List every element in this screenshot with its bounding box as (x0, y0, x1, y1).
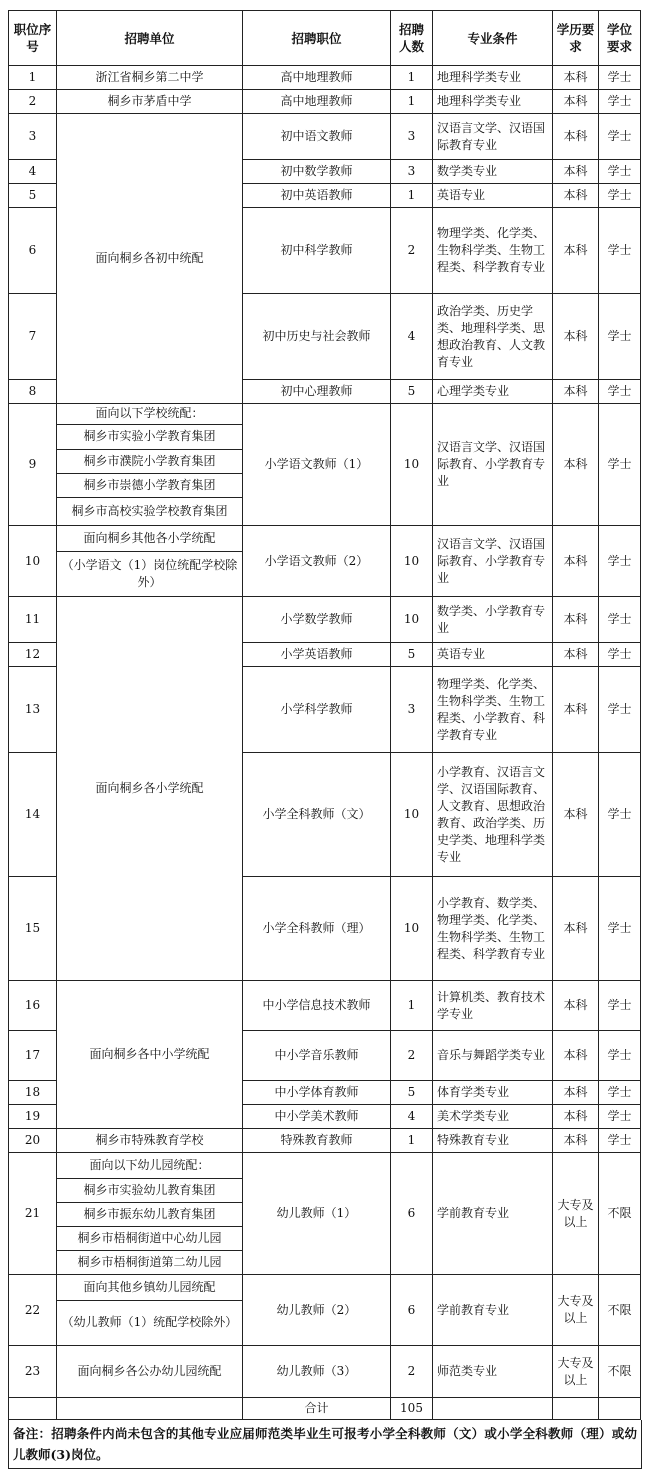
position-cell: 幼儿教师（3） (243, 1346, 391, 1398)
table-row (9, 1346, 641, 1398)
unit-sublist (57, 1275, 242, 1345)
unit-subline: 面向以下幼儿园统配： (89, 1157, 210, 1172)
major-cell: 美术学类专业 (433, 1105, 553, 1129)
unit-subline: 桐乡市实验小学教育集团 (57, 424, 242, 449)
count-cell: 10 (391, 753, 433, 877)
degree-cell: 学士 (599, 1081, 641, 1105)
position-cell: 特殊教育教师 (243, 1129, 391, 1153)
major-cell: 英语专业 (433, 184, 553, 208)
count-cell: 5 (391, 1081, 433, 1105)
position-cell: 初中历史与社会教师 (243, 294, 391, 380)
total-blank-unit (57, 1398, 243, 1420)
degree-cell: 学士 (599, 404, 641, 526)
degree-cell: 学士 (599, 1105, 641, 1129)
major-cell: 数学类专业 (433, 160, 553, 184)
position-cell: 小学语文教师（1） (243, 404, 391, 526)
recruitment-table-container (8, 10, 640, 1469)
total-label: 合计 (243, 1398, 391, 1420)
position-cell: 初中心理教师 (243, 380, 391, 404)
unit-subline: 面向桐乡其他各小学统配 (83, 530, 216, 545)
count-cell: 1 (391, 1129, 433, 1153)
seq-cell: 3 (9, 114, 57, 160)
table-row (9, 981, 641, 1031)
unit-cell: 面向桐乡各小学统配 (57, 597, 243, 981)
unit-subline: 桐乡市振东幼儿教育集团 (57, 1202, 242, 1226)
seq-cell: 9 (9, 404, 57, 526)
table-row (9, 90, 641, 114)
table-row (9, 1129, 641, 1153)
seq-cell: 19 (9, 1105, 57, 1129)
position-cell: 小学英语教师 (243, 643, 391, 667)
edu-cell: 本科 (553, 981, 599, 1031)
seq-cell: 17 (9, 1031, 57, 1081)
degree-cell: 学士 (599, 184, 641, 208)
total-blank-degree (599, 1398, 641, 1420)
table-row (9, 404, 641, 526)
degree-cell: 学士 (599, 1031, 641, 1081)
major-cell: 计算机类、教育技术学专业 (433, 981, 553, 1031)
unit-cell: 面向桐乡各中小学统配 (57, 981, 243, 1129)
position-cell: 中小学体育教师 (243, 1081, 391, 1105)
degree-cell: 学士 (599, 208, 641, 294)
position-cell: 小学数学教师 (243, 597, 391, 643)
major-cell: 物理学类、化学类、生物科学类、生物工程类、科学教育专业 (433, 208, 553, 294)
unit-cell: 面向桐乡各初中统配 (57, 114, 243, 404)
unit-cell (57, 526, 243, 597)
major-cell: 地理科学类专业 (433, 66, 553, 90)
seq-cell: 10 (9, 526, 57, 597)
edu-cell: 本科 (553, 114, 599, 160)
count-cell: 2 (391, 208, 433, 294)
recruitment-table (8, 10, 641, 1420)
seq-cell: 15 (9, 877, 57, 981)
major-cell: 地理科学类专业 (433, 90, 553, 114)
position-cell: 初中数学教师 (243, 160, 391, 184)
header-major: 专业条件 (433, 11, 553, 66)
edu-cell: 本科 (553, 667, 599, 753)
edu-cell: 本科 (553, 1105, 599, 1129)
header-row (9, 11, 641, 66)
unit-cell: 桐乡市茅盾中学 (57, 90, 243, 114)
degree-cell: 学士 (599, 294, 641, 380)
unit-sublist (57, 526, 242, 596)
unit-sublist (57, 404, 242, 525)
count-cell: 1 (391, 184, 433, 208)
seq-cell: 11 (9, 597, 57, 643)
count-cell: 4 (391, 1105, 433, 1129)
edu-cell: 本科 (553, 380, 599, 404)
edu-cell: 大专及以上 (553, 1275, 599, 1346)
count-cell: 5 (391, 643, 433, 667)
count-cell: 4 (391, 294, 433, 380)
position-cell: 小学全科教师（文） (243, 753, 391, 877)
header-position: 招聘职位 (243, 11, 391, 66)
header-seq: 职位序号 (9, 11, 57, 66)
count-cell: 10 (391, 877, 433, 981)
edu-cell: 本科 (553, 877, 599, 981)
seq-cell: 14 (9, 753, 57, 877)
total-count: 105 (391, 1398, 433, 1420)
seq-cell: 18 (9, 1081, 57, 1105)
unit-subline: 桐乡市梧桐街道第二幼儿园 (57, 1250, 242, 1274)
edu-cell: 本科 (553, 597, 599, 643)
count-cell: 3 (391, 160, 433, 184)
unit-subline: 桐乡市濮院小学教育集团 (57, 449, 242, 473)
header-count: 招聘人数 (391, 11, 433, 66)
major-cell: 心理学类专业 (433, 380, 553, 404)
degree-cell: 学士 (599, 114, 641, 160)
major-cell: 小学教育、数学类、物理学类、化学类、生物科学类、生物工程类、科学教育专业 (433, 877, 553, 981)
degree-cell: 学士 (599, 526, 641, 597)
unit-subline: 桐乡市实验幼儿教育集团 (57, 1178, 242, 1202)
edu-cell: 大专及以上 (553, 1346, 599, 1398)
table-row (9, 597, 641, 643)
count-cell: 10 (391, 597, 433, 643)
seq-cell: 16 (9, 981, 57, 1031)
degree-cell: 学士 (599, 160, 641, 184)
major-cell: 英语专业 (433, 643, 553, 667)
footnote: 备注：招聘条件内尚未包含的其他专业应届师范类毕业生可报考小学全科教师（文）或小学全科教师（理）或幼儿教师(3)岗位。 (8, 1420, 642, 1469)
edu-cell: 本科 (553, 184, 599, 208)
count-cell: 5 (391, 380, 433, 404)
count-cell: 3 (391, 667, 433, 753)
position-cell: 初中英语教师 (243, 184, 391, 208)
position-cell: 幼儿教师（2） (243, 1275, 391, 1346)
unit-cell (57, 1153, 243, 1275)
count-cell: 10 (391, 404, 433, 526)
seq-cell: 5 (9, 184, 57, 208)
edu-cell: 本科 (553, 294, 599, 380)
position-cell: 高中地理教师 (243, 90, 391, 114)
unit-cell: 桐乡市特殊教育学校 (57, 1129, 243, 1153)
major-cell: 音乐与舞蹈学类专业 (433, 1031, 553, 1081)
degree-cell: 不限 (599, 1275, 641, 1346)
edu-cell: 本科 (553, 90, 599, 114)
degree-cell: 学士 (599, 66, 641, 90)
unit-subline: 桐乡市高校实验学校教育集团 (57, 497, 242, 525)
degree-cell: 学士 (599, 380, 641, 404)
count-cell: 1 (391, 66, 433, 90)
degree-cell: 不限 (599, 1153, 641, 1275)
position-cell: 初中语文教师 (243, 114, 391, 160)
position-cell: 幼儿教师（1） (243, 1153, 391, 1275)
total-blank-edu (553, 1398, 599, 1420)
edu-cell: 本科 (553, 404, 599, 526)
seq-cell: 23 (9, 1346, 57, 1398)
major-cell: 小学教育、汉语言文学、汉语国际教育、人文教育、思想政治教育、政治学类、历史学类、地理科学类专业 (433, 753, 553, 877)
count-cell: 10 (391, 526, 433, 597)
degree-cell: 不限 (599, 1346, 641, 1398)
position-cell: 高中地理教师 (243, 66, 391, 90)
seq-cell: 6 (9, 208, 57, 294)
edu-cell: 本科 (553, 643, 599, 667)
total-row (9, 1398, 641, 1420)
unit-cell (57, 404, 243, 526)
position-cell: 小学全科教师（理） (243, 877, 391, 981)
position-cell: 中小学信息技术教师 (243, 981, 391, 1031)
seq-cell: 12 (9, 643, 57, 667)
position-cell: 小学科学教师 (243, 667, 391, 753)
table-row (9, 1153, 641, 1275)
unit-sublist (57, 1153, 242, 1274)
unit-subline: （幼儿教师（1）统配学校除外） (57, 1300, 242, 1345)
degree-cell: 学士 (599, 597, 641, 643)
major-cell: 汉语言文学、汉语国际教育、小学教育专业 (433, 404, 553, 526)
seq-cell: 2 (9, 90, 57, 114)
degree-cell: 学士 (599, 667, 641, 753)
seq-cell: 13 (9, 667, 57, 753)
header-edu: 学历要求 (553, 11, 599, 66)
edu-cell: 本科 (553, 1129, 599, 1153)
edu-cell: 本科 (553, 753, 599, 877)
position-cell: 初中科学教师 (243, 208, 391, 294)
unit-subline: 面向以下学校统配： (95, 406, 204, 421)
major-cell: 汉语言文学、汉语国际教育、小学教育专业 (433, 526, 553, 597)
major-cell: 特殊教育专业 (433, 1129, 553, 1153)
header-degree: 学位要求 (599, 11, 641, 66)
edu-cell: 本科 (553, 526, 599, 597)
total-blank-major (433, 1398, 553, 1420)
seq-cell: 22 (9, 1275, 57, 1346)
count-cell: 1 (391, 90, 433, 114)
count-cell: 3 (391, 114, 433, 160)
unit-cell: 浙江省桐乡第二中学 (57, 66, 243, 90)
edu-cell: 本科 (553, 66, 599, 90)
major-cell: 汉语言文学、汉语国际教育专业 (433, 114, 553, 160)
seq-cell: 4 (9, 160, 57, 184)
count-cell: 6 (391, 1153, 433, 1275)
edu-cell: 本科 (553, 160, 599, 184)
count-cell: 2 (391, 1346, 433, 1398)
degree-cell: 学士 (599, 981, 641, 1031)
table-row (9, 114, 641, 160)
count-cell: 1 (391, 981, 433, 1031)
seq-cell: 7 (9, 294, 57, 380)
degree-cell: 学士 (599, 90, 641, 114)
total-blank-seq (9, 1398, 57, 1420)
seq-cell: 21 (9, 1153, 57, 1275)
major-cell: 体育学类专业 (433, 1081, 553, 1105)
major-cell: 物理学类、化学类、生物科学类、生物工程类、小学教育、科学教育专业 (433, 667, 553, 753)
seq-cell: 1 (9, 66, 57, 90)
major-cell: 政治学类、历史学类、地理科学类、思想政治教育、人文教育专业 (433, 294, 553, 380)
edu-cell: 本科 (553, 1081, 599, 1105)
degree-cell: 学士 (599, 877, 641, 981)
position-cell: 中小学美术教师 (243, 1105, 391, 1129)
position-cell: 小学语文教师（2） (243, 526, 391, 597)
major-cell: 数学类、小学教育专业 (433, 597, 553, 643)
edu-cell: 大专及以上 (553, 1153, 599, 1275)
unit-subline: 桐乡市崇德小学教育集团 (57, 473, 242, 497)
table-row (9, 526, 641, 597)
degree-cell: 学士 (599, 1129, 641, 1153)
edu-cell: 本科 (553, 208, 599, 294)
edu-cell: 本科 (553, 1031, 599, 1081)
unit-cell (57, 1275, 243, 1346)
degree-cell: 学士 (599, 753, 641, 877)
header-unit: 招聘单位 (57, 11, 243, 66)
table-row (9, 66, 641, 90)
degree-cell: 学士 (599, 643, 641, 667)
count-cell: 2 (391, 1031, 433, 1081)
position-cell: 中小学音乐教师 (243, 1031, 391, 1081)
table-row (9, 1275, 641, 1346)
seq-cell: 8 (9, 380, 57, 404)
major-cell: 学前教育专业 (433, 1153, 553, 1275)
major-cell: 师范类专业 (433, 1346, 553, 1398)
count-cell: 6 (391, 1275, 433, 1346)
unit-subline: 面向其他乡镇幼儿园统配 (83, 1279, 216, 1294)
seq-cell: 20 (9, 1129, 57, 1153)
unit-subline: 桐乡市梧桐街道中心幼儿园 (57, 1226, 242, 1250)
major-cell: 学前教育专业 (433, 1275, 553, 1346)
unit-subline: （小学语文（1）岗位统配学校除外） (57, 551, 242, 596)
unit-cell: 面向桐乡各公办幼儿园统配 (57, 1346, 243, 1398)
